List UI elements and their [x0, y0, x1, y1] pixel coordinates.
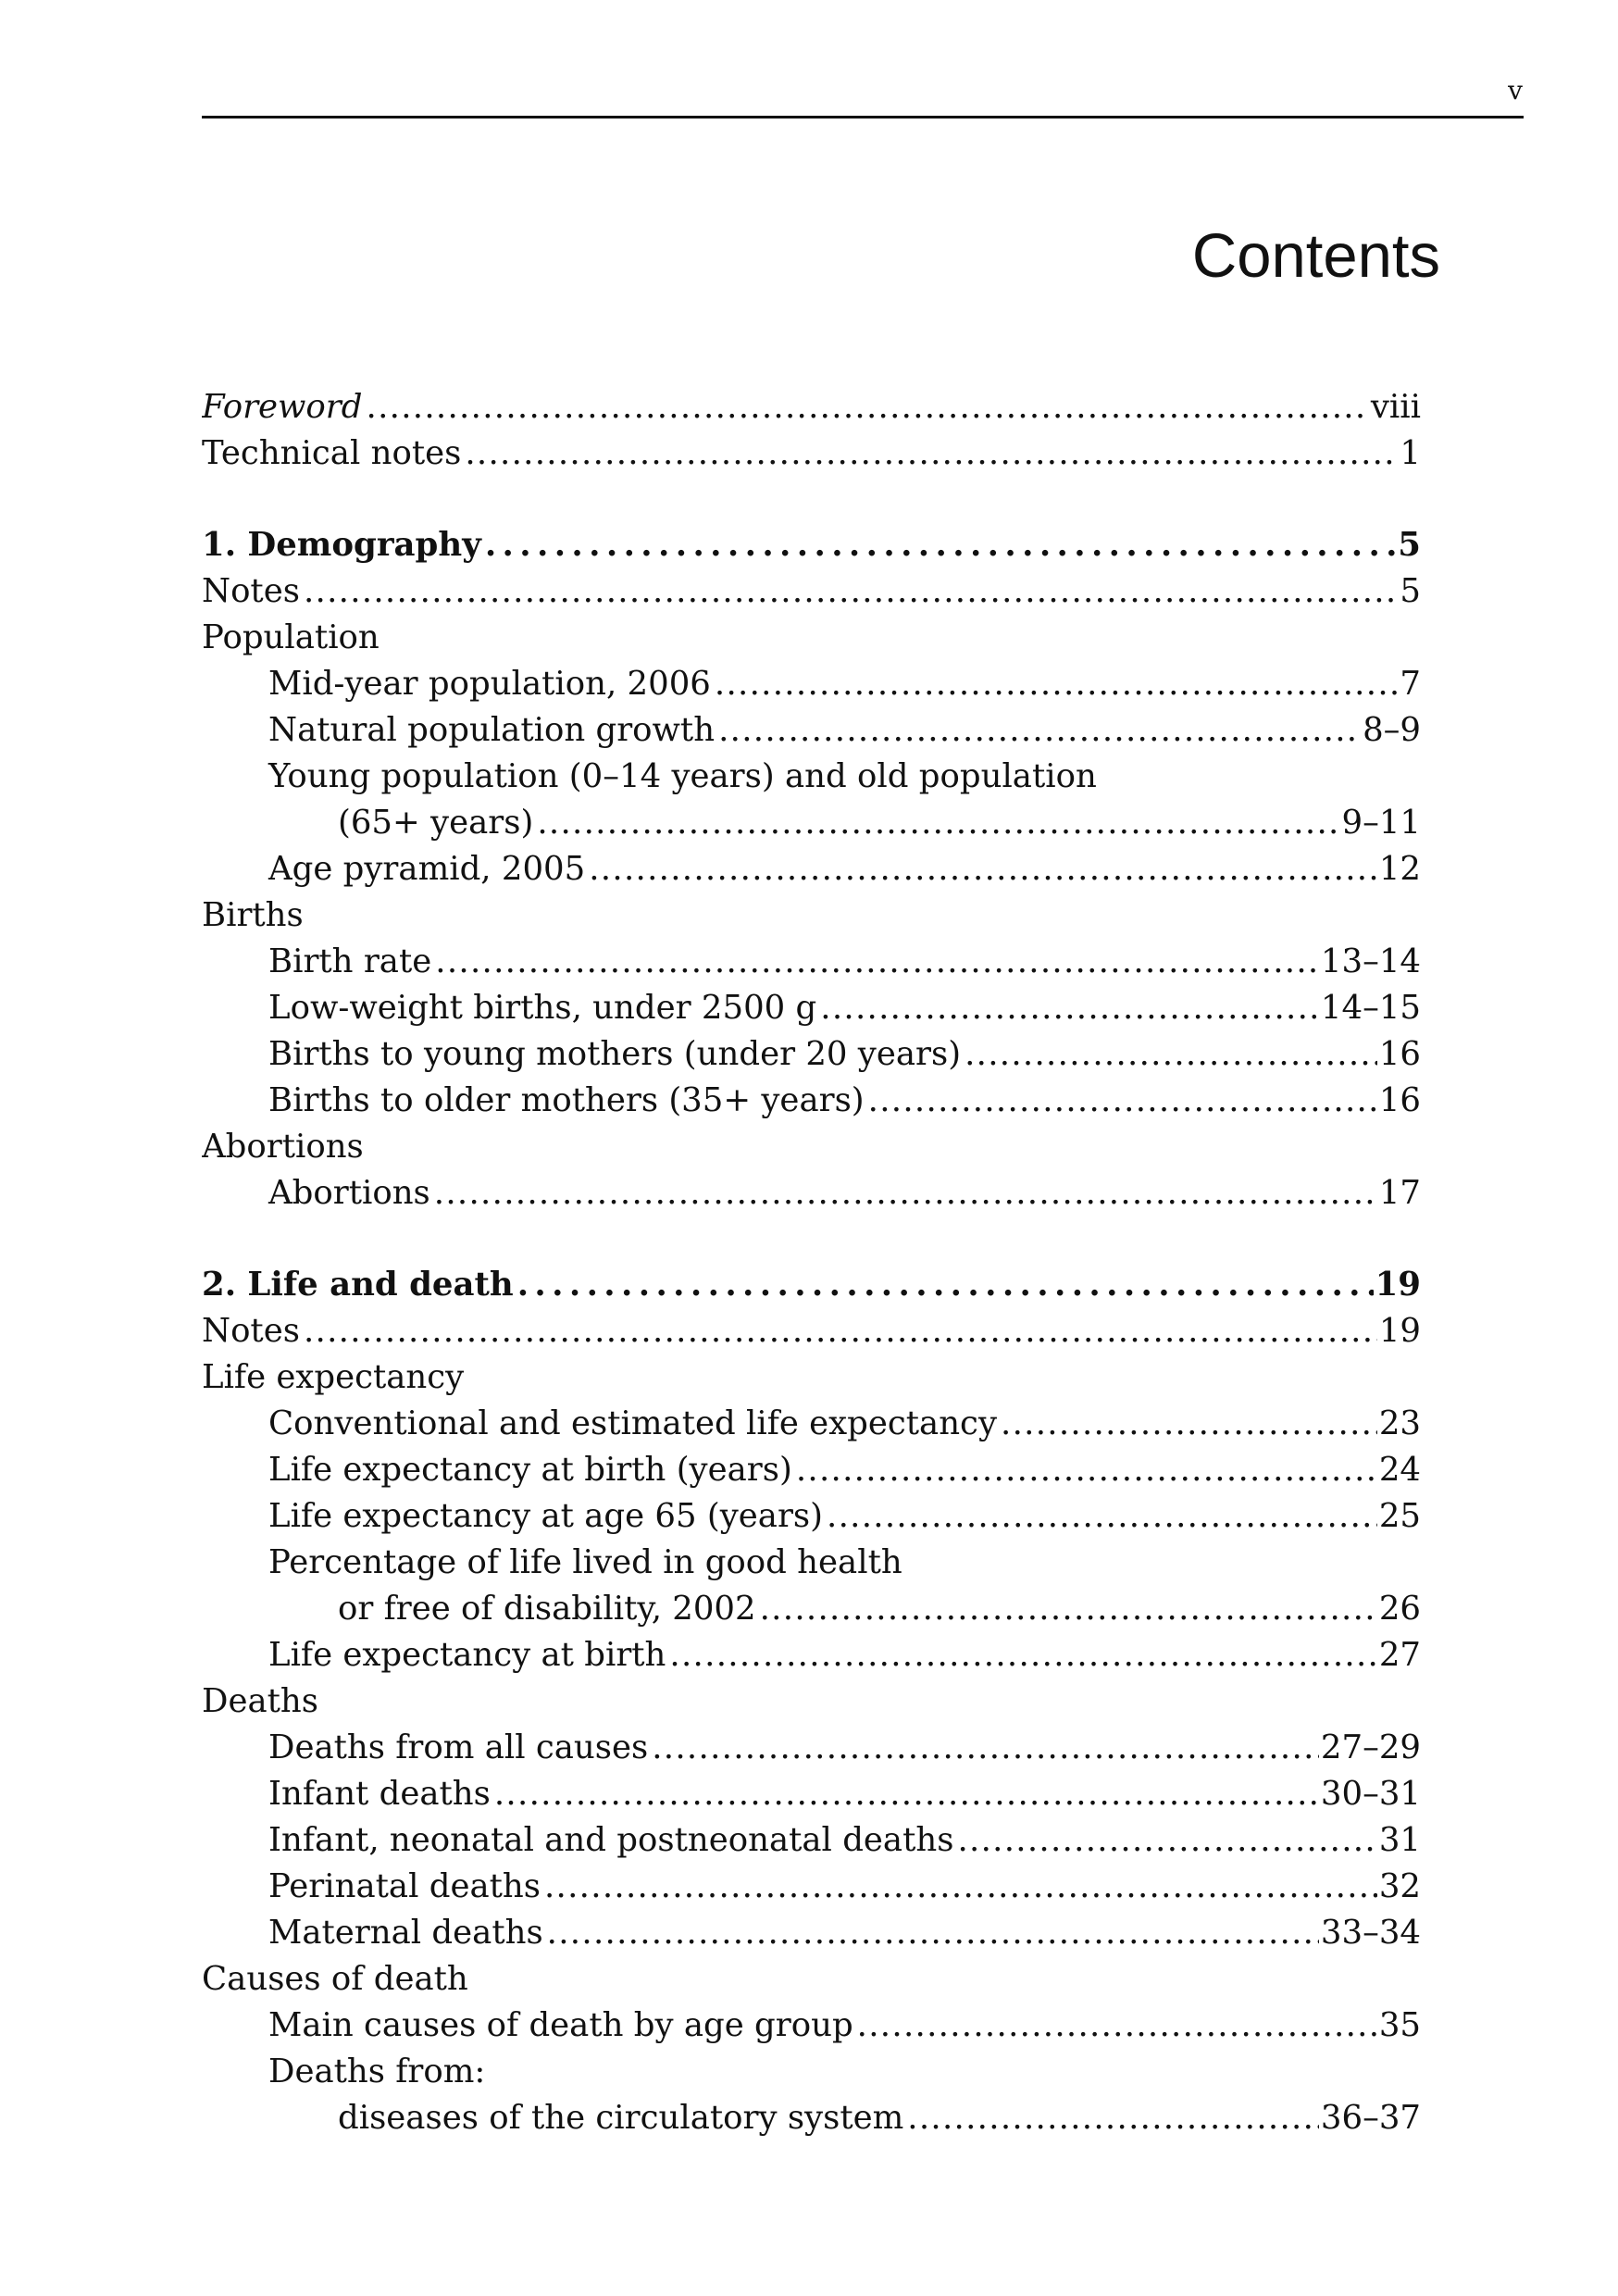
toc-entry-label: diseases of the circulatory system [338, 2099, 904, 2137]
dot-leader [434, 1170, 1377, 1217]
toc-entry-notes[interactable] [202, 568, 1421, 615]
toc-section-label: Life expectancy [202, 1358, 465, 1396]
toc-entry-page: 7 [1400, 665, 1421, 703]
toc-entry-page: viii [1370, 388, 1421, 426]
toc-entry-page: 36–37 [1320, 2099, 1421, 2137]
dot-leader [537, 800, 1339, 846]
toc-entry-label: Births to young mothers (under 20 years) [268, 1035, 962, 1073]
toc-entry-page: 9–11 [1341, 804, 1421, 842]
toc-entry-page: 17 [1378, 1174, 1421, 1212]
toc-entry-perinatal-deaths[interactable] [202, 1864, 1421, 1910]
dot-leader [494, 1771, 1319, 1817]
toc-entry-young-mothers[interactable] [202, 1031, 1421, 1078]
toc-entry-label: Life expectancy at birth [268, 1636, 666, 1674]
toc-entry-page: 25 [1378, 1497, 1421, 1535]
toc-chapter-life-and-death[interactable] [202, 1262, 1421, 1308]
toc-entry-label: Perinatal deaths [268, 1867, 541, 1905]
toc-entry-label: Births to older mothers (35+ years) [268, 1081, 865, 1119]
toc-section-label: Causes of death [202, 1960, 468, 1998]
dot-leader [820, 985, 1319, 1031]
toc-entry-page: 26 [1378, 1590, 1421, 1628]
toc-entry-mid-year-population[interactable] [202, 661, 1421, 707]
toc-section-heading [202, 1956, 1421, 2003]
toc-entry-label: Deaths from all causes [268, 1728, 649, 1766]
toc-entry-page: 35 [1378, 2006, 1421, 2044]
toc-entry-good-health-line2[interactable] [202, 1586, 1421, 1632]
toc-subsection-deaths-from [202, 2049, 1421, 2095]
dot-leader [517, 1262, 1374, 1308]
toc-entry-technical-notes[interactable] [202, 430, 1421, 477]
toc-entry-conventional-life-expectancy[interactable] [202, 1401, 1421, 1447]
dot-leader [1001, 1401, 1377, 1447]
page-number: v [1508, 75, 1523, 106]
toc-entry-life-expectancy-at-birth-years[interactable] [202, 1447, 1421, 1493]
dot-leader [715, 661, 1399, 707]
dot-leader [485, 522, 1396, 568]
toc-entry-label: Notes [202, 572, 300, 610]
toc-section-heading [202, 1678, 1421, 1725]
toc-entry-page: 14–15 [1320, 989, 1421, 1027]
dot-leader [304, 1308, 1377, 1354]
toc-entry-deaths-all-causes[interactable] [202, 1725, 1421, 1771]
toc-entry-label: Mid-year population, 2006 [268, 665, 711, 703]
toc-entry-label: Technical notes [202, 434, 462, 472]
dot-leader [652, 1725, 1319, 1771]
page-title: Contents [1191, 221, 1440, 291]
header-rule [202, 116, 1524, 119]
toc-entry-page: 31 [1378, 1821, 1421, 1859]
dot-leader [868, 1078, 1377, 1124]
toc-entry-main-causes-by-age[interactable] [202, 2003, 1421, 2049]
dot-leader [760, 1586, 1377, 1632]
toc-section-label: Deaths [202, 1682, 318, 1720]
toc-chapter-page: 5 [1398, 526, 1421, 564]
toc-entry-page: 27–29 [1320, 1728, 1421, 1766]
toc-section-heading [202, 1124, 1421, 1170]
toc-chapter-label: 1. Demography [202, 526, 481, 564]
toc-entry-age-pyramid[interactable] [202, 846, 1421, 892]
toc-entry-label: Percentage of life lived in good health [268, 1543, 902, 1581]
toc-chapter-page: 19 [1375, 1266, 1421, 1304]
toc-entry-label: Infant deaths [268, 1775, 491, 1813]
toc-entry-label: Infant, neonatal and postneonatal deaths [268, 1821, 954, 1859]
table-of-contents [202, 384, 1421, 2141]
toc-entry-label: Natural population growth [268, 711, 716, 749]
toc-section-label: Abortions [202, 1128, 364, 1166]
dot-leader [965, 1031, 1377, 1078]
toc-entry-label: Main causes of death by age group [268, 2006, 853, 2044]
toc-entry-label: Abortions [268, 1174, 430, 1212]
toc-section-heading [202, 615, 1421, 661]
dot-leader [957, 1817, 1376, 1864]
dot-leader [304, 568, 1398, 615]
dot-leader [367, 384, 1369, 430]
toc-entry-older-mothers[interactable] [202, 1078, 1421, 1124]
toc-entry-page: 19 [1378, 1312, 1421, 1350]
toc-entry-page: 24 [1378, 1451, 1421, 1489]
toc-entry-young-old-population-line1[interactable] [202, 754, 1421, 800]
toc-entry-birth-rate[interactable] [202, 939, 1421, 985]
toc-entry-label: Notes [202, 1312, 300, 1350]
toc-entry-good-health-line1[interactable] [202, 1540, 1421, 1586]
toc-entry-natural-growth[interactable] [202, 707, 1421, 754]
dot-leader [827, 1493, 1377, 1540]
toc-entry-page: 8–9 [1363, 711, 1421, 749]
toc-entry-life-expectancy-at-birth[interactable] [202, 1632, 1421, 1678]
toc-entry-notes[interactable] [202, 1308, 1421, 1354]
toc-entry-foreword[interactable] [202, 384, 1421, 430]
toc-entry-page: 32 [1378, 1867, 1421, 1905]
toc-entry-page: 13–14 [1320, 942, 1421, 980]
dot-leader [796, 1447, 1377, 1493]
toc-entry-label: Birth rate [268, 942, 432, 980]
toc-entry-label: Maternal deaths [268, 1914, 543, 1952]
toc-subsection-label: Deaths from: [268, 2053, 486, 2090]
toc-entry-page: 23 [1378, 1404, 1421, 1442]
dot-leader [589, 846, 1377, 892]
toc-entry-page: 30–31 [1320, 1775, 1421, 1813]
toc-entry-low-weight-births[interactable] [202, 985, 1421, 1031]
toc-entry-page: 5 [1400, 572, 1421, 610]
toc-entry-life-expectancy-at-65[interactable] [202, 1493, 1421, 1540]
toc-entry-label: Low-weight births, under 2500 g [268, 989, 817, 1027]
dot-leader [857, 2003, 1377, 2049]
toc-section-label: Population [202, 618, 380, 656]
toc-entry-label: or free of disability, 2002 [338, 1590, 756, 1628]
toc-entry-label: Age pyramid, 2005 [268, 850, 586, 888]
toc-entry-page: 1 [1400, 434, 1421, 472]
dot-leader [544, 1864, 1377, 1910]
toc-section-label: Births [202, 896, 304, 934]
toc-entry-label: (65+ years) [338, 804, 534, 842]
toc-entry-abortions[interactable] [202, 1170, 1421, 1217]
toc-entry-label: Conventional and estimated life expectancy [268, 1404, 997, 1442]
dot-leader [907, 2095, 1319, 2141]
toc-entry-page: 16 [1378, 1081, 1421, 1119]
toc-section-heading [202, 892, 1421, 939]
toc-entry-label: Life expectancy at age 65 (years) [268, 1497, 823, 1535]
dot-leader [718, 707, 1361, 754]
dot-leader [465, 430, 1398, 477]
dot-leader [669, 1632, 1376, 1678]
toc-chapter-demography[interactable] [202, 522, 1421, 568]
dot-leader [435, 939, 1319, 985]
toc-entry-label: Young population (0–14 years) and old population [268, 757, 1097, 795]
toc-chapter-label: 2. Life and death [202, 1266, 514, 1304]
toc-entry-maternal-deaths[interactable] [202, 1910, 1421, 1956]
toc-entry-circulatory-diseases[interactable] [202, 2095, 1421, 2141]
toc-entry-label: Life expectancy at birth (years) [268, 1451, 792, 1489]
toc-entry-page: 33–34 [1320, 1914, 1421, 1952]
toc-section-heading [202, 1354, 1421, 1401]
toc-entry-page: 16 [1378, 1035, 1421, 1073]
toc-entry-neonatal-deaths[interactable] [202, 1817, 1421, 1864]
toc-entry-label: Foreword [202, 388, 363, 426]
dot-leader [547, 1910, 1319, 1956]
toc-entry-young-old-population-line2[interactable] [202, 800, 1421, 846]
toc-entry-infant-deaths[interactable] [202, 1771, 1421, 1817]
toc-entry-page: 27 [1378, 1636, 1421, 1674]
toc-entry-page: 12 [1378, 850, 1421, 888]
